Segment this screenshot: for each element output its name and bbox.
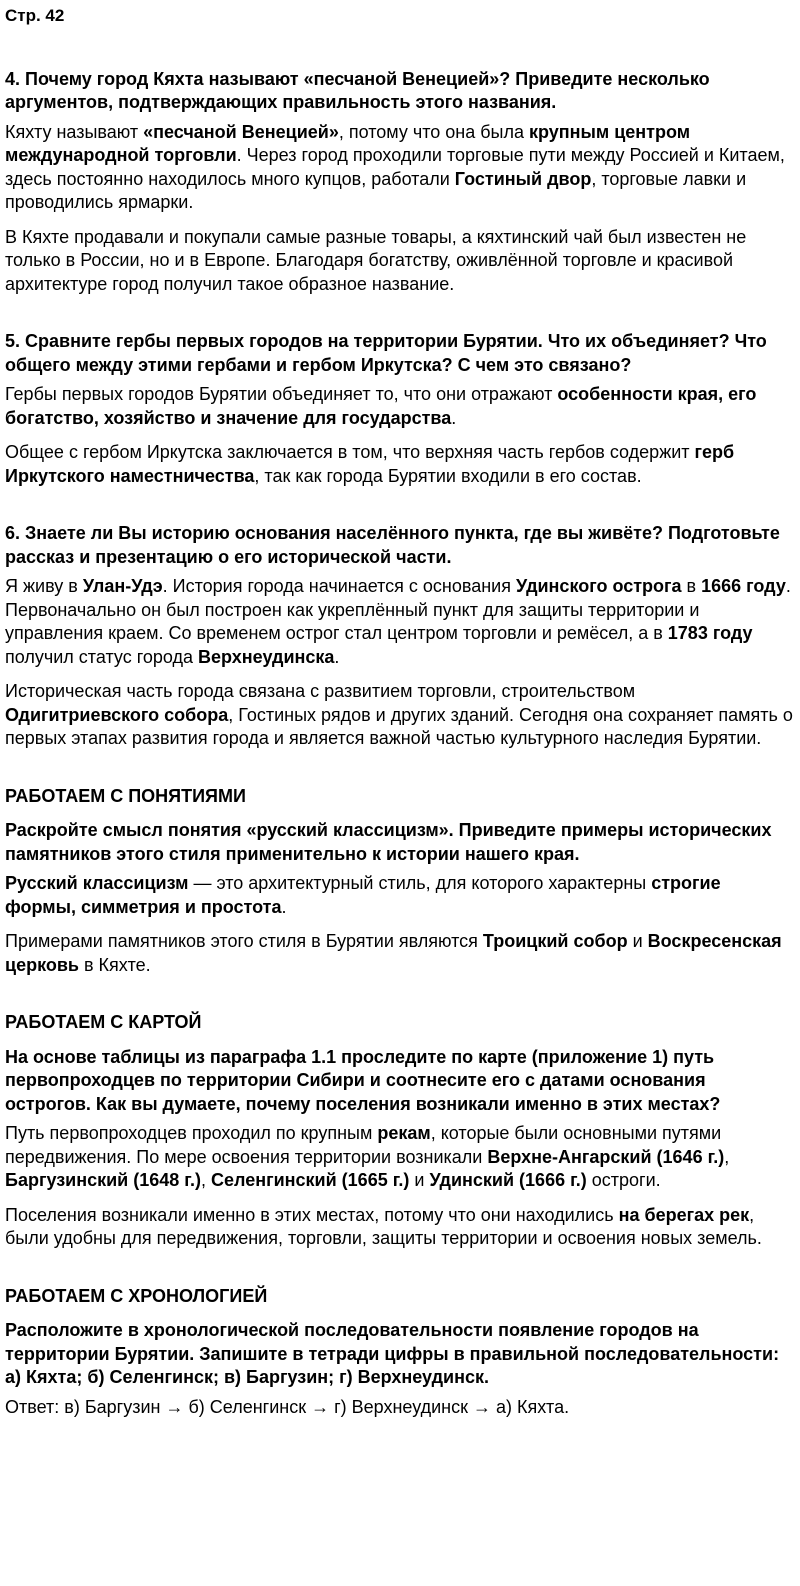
section-heading-concepts: РАБОТАЕМ С ПОНЯТИЯМИ bbox=[5, 785, 246, 806]
text-run: Гербы первых городов Бурятии объединяет то, что они отражают bbox=[5, 384, 558, 404]
text-run: , bbox=[200, 1170, 211, 1190]
section-map bbox=[5, 1011, 794, 1251]
question-concepts: Раскройте смысл понятия «русский классицизм». Приведите примеры исторических памятников этого стиля применительно к истории нашего края. bbox=[5, 820, 772, 864]
text-run: , bbox=[724, 1146, 730, 1167]
answer-4-paragraph-1 bbox=[5, 121, 794, 215]
answer-map-paragraph-2 bbox=[5, 1204, 794, 1251]
bold-run: герб Иркутского наместничества bbox=[5, 442, 735, 486]
text-run: Путь первопроходцев проходил по крупным bbox=[5, 1123, 378, 1143]
bold-run: Верхнеудинска bbox=[198, 646, 335, 667]
text-run: Кяхту называют bbox=[5, 121, 144, 142]
section-chronology bbox=[5, 1285, 794, 1420]
bold-run: Русский классицизм bbox=[5, 873, 189, 893]
bold-run: Воскресенская церковь bbox=[5, 931, 782, 975]
answer-5-paragraph-2 bbox=[5, 441, 794, 488]
answer-5-paragraph-1 bbox=[5, 383, 794, 430]
bold-run: рекам bbox=[377, 1123, 431, 1143]
text-run: — это архитектурный стиль, для которого характерны bbox=[188, 873, 652, 893]
bold-run: Одигитриевского собора bbox=[5, 704, 229, 725]
text-run: Общее с гербом Иркутска заключается в том, что верхняя часть гербов содержит bbox=[5, 442, 695, 462]
question-5: 5. Сравните гербы первых городов на территории Бурятии. Что их объединяет? Что общего между этими гербами и гербом Иркутска? С чем это связано? bbox=[5, 331, 767, 375]
bold-run: Верхне-Ангарский (1646 г.) bbox=[487, 1146, 725, 1167]
text-run: Примерами памятников этого стиля в Бурятии являются bbox=[5, 931, 483, 951]
section-concepts bbox=[5, 785, 794, 978]
bold-run: Гостиный двор bbox=[454, 168, 592, 189]
text-run: и bbox=[627, 931, 648, 951]
page-number: Стр. 42 bbox=[5, 6, 65, 25]
question-map: На основе таблицы из параграфа 1.1 проследите по карте (приложение 1) путь первопроходцев по территории Сибири и соотнесите его с датами основания острогов. Как вы думаете, почему поселения возникали именно в этих местах? bbox=[5, 1046, 721, 1114]
answer-map-paragraph-1 bbox=[5, 1122, 794, 1193]
bold-run: Удинский (1666 г.) bbox=[429, 1170, 587, 1190]
question-4: 4. Почему город Кяхта называют «песчаной Венецией»? Приведите несколько аргументов, подтверждающих правильность этого названия. bbox=[5, 68, 710, 112]
bold-run: Удинского острога bbox=[516, 576, 682, 596]
text-run: , потому что она была bbox=[338, 121, 530, 142]
section-q4 bbox=[5, 68, 794, 297]
text-run: , торговые лавки и проводились ярмарки. bbox=[5, 168, 747, 212]
text-run: . bbox=[334, 646, 340, 667]
text-run: , Гостиных рядов и других зданий. Сегодня она сохраняет память о первых этапах развития города и является важной частью культурного наследия Бурятии. bbox=[5, 704, 793, 748]
bold-run: строгие формы, симметрия и простота bbox=[5, 873, 721, 917]
text-run: . bbox=[451, 407, 457, 428]
text-run: остроги. bbox=[586, 1170, 661, 1190]
bold-run: Селенгинский (1665 г.) bbox=[211, 1170, 410, 1190]
answer-6-paragraph-1 bbox=[5, 575, 794, 669]
section-heading-chronology: РАБОТАЕМ С ХРОНОЛОГИЕЙ bbox=[5, 1285, 268, 1306]
bold-run: крупным центром международной торговли bbox=[5, 121, 691, 165]
text-run: . История города начинается с основания bbox=[162, 576, 516, 596]
text-run: . Первоначально он был построен как укреплённый пункт для защиты территории и управления краем. Со временем острог стал центром торговли и ремёсел, а в bbox=[5, 576, 791, 643]
bold-run: на берегах рек bbox=[618, 1204, 750, 1225]
question-6: 6. Знаете ли Вы историю основания населённого пункта, где вы живёте? Подготовьте рассказ и презентацию о его исторической части. bbox=[5, 523, 780, 567]
text-run: и bbox=[409, 1170, 430, 1190]
text-run: Поселения возникали именно в этих местах, потому что они находились bbox=[5, 1204, 619, 1225]
text-run: в Кяхте. bbox=[78, 954, 151, 975]
answer-concepts-paragraph-2 bbox=[5, 930, 794, 977]
bold-run: Троицкий собор bbox=[482, 931, 628, 951]
bold-run: Баргузинский (1648 г.) bbox=[5, 1170, 201, 1190]
text-run: в bbox=[681, 576, 702, 596]
bold-run: Улан-Удэ bbox=[82, 576, 163, 596]
answer-chronology: Ответ: в) Баргузин → б) Селенгинск → г) Верхнеудинск → а) Кяхта. bbox=[5, 1396, 570, 1417]
text-run: , которые были основными путями передвижения. По мере освоения территории возникали bbox=[5, 1123, 722, 1167]
text-run: , были удобны для передвижения, торговли, защиты территории и освоения новых земель. bbox=[5, 1204, 762, 1248]
text-run: . bbox=[281, 896, 287, 917]
answer-4-paragraph-2: В Кяхте продавали и покупали самые разные товары, а кяхтинский чай был известен не только в России, но и в Европе. Благодаря богатству, оживлённой торговле и красивой архитектуре город получил такое образное название. bbox=[5, 226, 747, 294]
text-run: Историческая часть города связана с развитием торговли, строительством bbox=[5, 681, 636, 701]
bold-run: 1783 году bbox=[667, 623, 753, 643]
bold-run: «песчаной Венецией» bbox=[143, 121, 339, 142]
text-run: . Через город проходили торговые пути между Россией и Китаем, здесь постоянно находилось много купцов, работали bbox=[5, 145, 785, 189]
section-q5 bbox=[5, 330, 794, 488]
question-chronology: Расположите в хронологической последовательности появление городов на территории Бурятии. Запишите в тетради цифры в правильной последовательности: а) Кяхта; б) Селенгинск; в) Баргузин; г) Верхнеудинск. bbox=[5, 1320, 780, 1387]
section-heading-map: РАБОТАЕМ С КАРТОЙ bbox=[5, 1012, 202, 1032]
section-q6 bbox=[5, 522, 794, 751]
answer-concepts-paragraph-1 bbox=[5, 872, 794, 919]
answer-6-paragraph-2 bbox=[5, 680, 794, 751]
bold-run: 1666 году bbox=[701, 576, 786, 596]
text-run: получил статус города bbox=[5, 646, 199, 667]
text-run: Я живу в bbox=[5, 576, 83, 596]
bold-run: особенности края, его богатство, хозяйство и значение для государства bbox=[5, 384, 757, 428]
text-run: , так как города Бурятии входили в его состав. bbox=[254, 465, 642, 486]
